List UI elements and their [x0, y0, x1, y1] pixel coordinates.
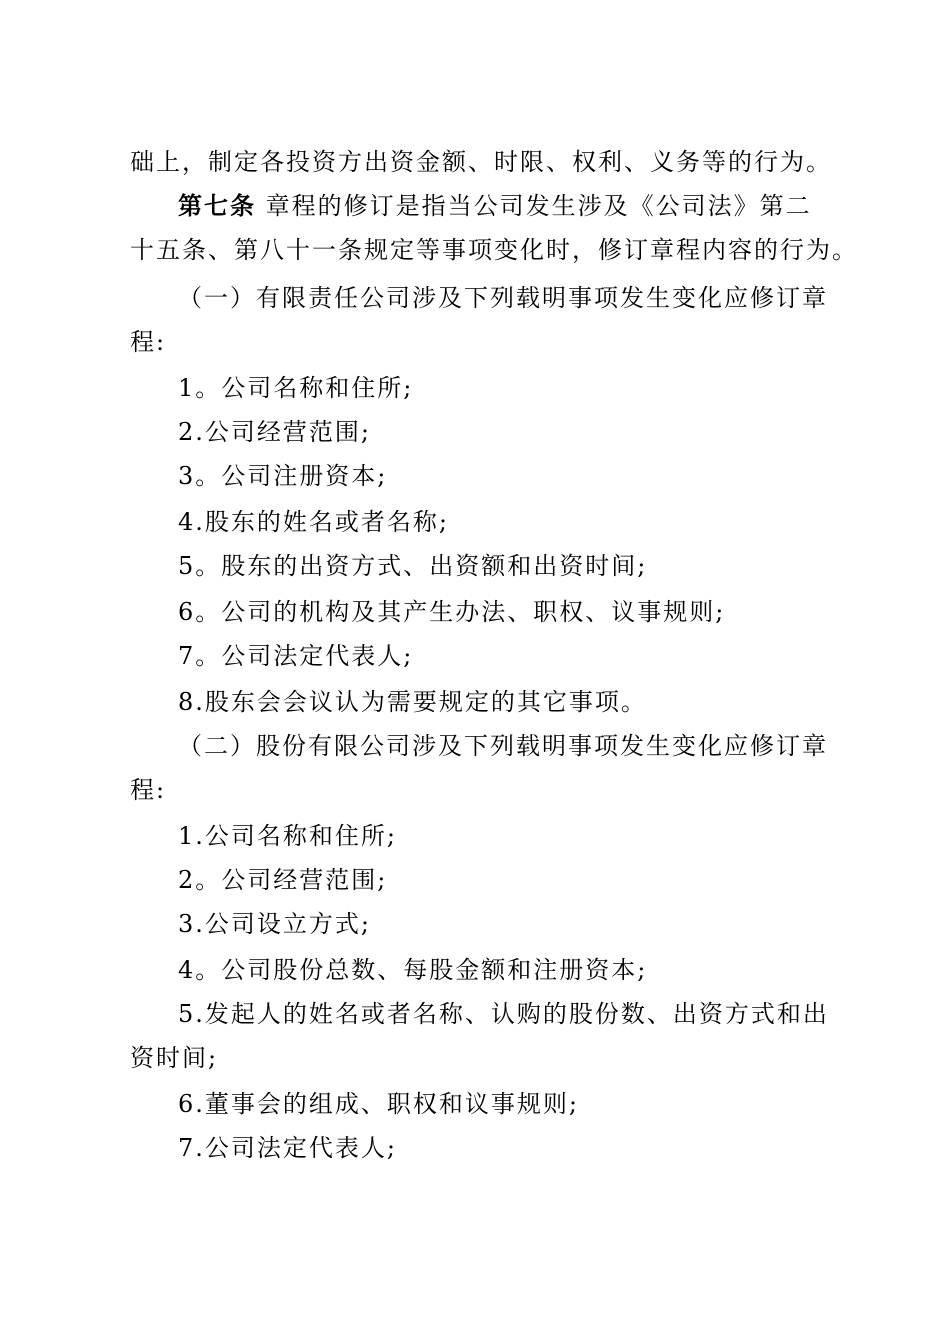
text-line-1: 础上，制定各投资方出资金额、时限、权利、义务等的行为。: [130, 148, 832, 176]
list-item: 7。公司法定代表人;: [178, 642, 414, 670]
list-item: 4.股东的姓名或者名称;: [178, 508, 449, 536]
list-item: 1。公司名称和住所;: [178, 374, 414, 402]
list-item-cont: 资时间;: [130, 1044, 219, 1072]
list-item: 3。公司注册资本;: [178, 462, 388, 490]
article-7-text: 章程的修订是指当公司发生涉及《公司法》第二: [256, 192, 812, 220]
list-item: 5。股东的出资方式、出资额和出资时间;: [178, 552, 648, 580]
list-item: 6.董事会的组成、职权和议事规则;: [178, 1090, 579, 1118]
list-item: 5.发起人的姓名或者名称、认购的股份数、出资方式和出: [178, 1000, 829, 1028]
list-item: 4。公司股份总数、每股金额和注册资本;: [178, 956, 648, 984]
section-1-heading: （一）有限责任公司涉及下列载明事项发生变化应修订章: [178, 284, 828, 312]
article-7-heading: 第七条: [178, 191, 256, 220]
article-7-line: [178, 190, 812, 222]
text-line-3: 十五条、第八十一条规定等事项变化时，修订章程内容的行为。: [130, 236, 858, 264]
list-item: 1.公司名称和住所;: [178, 822, 397, 850]
list-item: 8.股东会会议认为需要规定的其它事项。: [178, 688, 647, 716]
list-item: 2。公司经营范围;: [178, 866, 388, 894]
list-item: 2.公司经营范围;: [178, 418, 371, 446]
section-1-heading-cont: 程:: [130, 328, 167, 356]
section-2-heading: （二）股份有限公司涉及下列载明事项发生变化应修订章: [178, 732, 828, 760]
section-2-heading-cont: 程:: [130, 776, 167, 804]
list-item: 3.公司设立方式;: [178, 910, 371, 938]
list-item: 6。公司的机构及其产生办法、职权、议事规则;: [178, 598, 726, 626]
list-item: 7.公司法定代表人;: [178, 1134, 397, 1162]
